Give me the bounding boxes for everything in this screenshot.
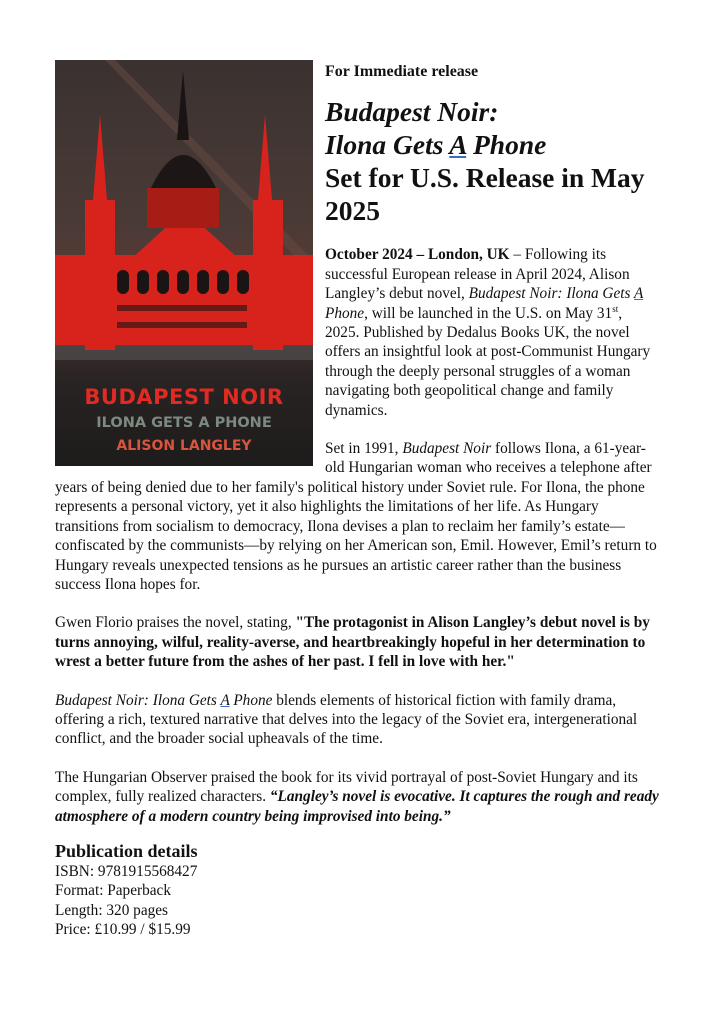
paragraph-synopsis: Set in 1991, Budapest Noir follows Ilona, a 61-year-old Hungarian woman who receives a telephone after years of being denied due to her family's political history under Soviet rule. For Ilona, the phone represents a personal victory, yet it also highlights the limitations of her life. As Hungary transitions from socialism to democracy, Ilona devises a plan to reclaim her family’s estate—confiscated by the communists—by relying on her American son, Emil. However, Emil’s return to Hungary reveals unexpected tensions as he pursues an artistic career rather than the business success Ilona hopes for. [55, 440, 657, 593]
title-book-line-2: Ilona Gets A Phone [325, 129, 547, 161]
paragraph-intro: October 2024 – London, UK – Following its successful European release in April 2024, Alison Langley’s debut novel, Budapest Noir: Ilona Gets A Phone, will be launched in the U.S. on May 31st, 2025. Published by Dedalus Books UK, the novel offers an insightful look at post-Communist Hungary through the deeply personal struggles of a woman navigating both geopolitical change and family dynamics. [325, 246, 651, 419]
details-heading: Publication details [55, 840, 198, 861]
format: Format: Paperback [55, 882, 171, 900]
release-kicker: For Immediate release [325, 63, 479, 80]
book-cover-image [55, 60, 313, 466]
cover-title: BUDAPEST NOIR [84, 385, 284, 409]
cover-subtitle: ILONA GETS A PHONE [96, 415, 272, 431]
quote-observer: “Langley’s novel is evocative. It captures the rough and ready atmosphere of a modern country being improvised into being.” [55, 788, 659, 825]
title-release-line: Set for U.S. Release in May 2025 [325, 162, 645, 227]
press-release [55, 58, 660, 940]
paragraph-praise-florio: Gwen Florio praises the novel, stating, "The protagonist in Alison Langley’s debut novel is by turns annoying, wilful, reality-averse, and heartbreakingly hopeful in her determination to wrest a better future from the ashes of her past. I fell in love with her." [55, 614, 650, 671]
paragraph-description: Budapest Noir: Ilona Gets A Phone blends elements of historical fiction with family drama, offering a rich, textured narrative that delves into the legacy of the Soviet era, intergenerational conflict, and the broader social upheavals of the time. [55, 691, 638, 748]
isbn: ISBN: 9781915568427 [55, 862, 198, 880]
quote-florio: "The protagonist in Alison Langley’s debut novel is by turns annoying, wilful, reality-averse, and heartbreakingly hopeful in her determination to wrest a better future from the ashes of her past. I fell in love with her." [55, 614, 650, 671]
dateline: October 2024 – London, UK [325, 246, 510, 264]
paragraph-praise-observer: The Hungarian Observer praised the book for its vivid portrayal of post-Soviet Hungary and its complex, fully realized characters. “Langley’s novel is evocative. It captures the rough and ready atmosphere of a modern country being improvised into being.” [55, 768, 659, 825]
length: Length: 320 pages [55, 901, 169, 919]
title-book-line-1: Budapest Noir: [325, 96, 499, 128]
cover-author: ALISON LANGLEY [116, 438, 252, 454]
price: Price: £10.99 / $15.99 [55, 921, 191, 939]
publication-details [55, 840, 660, 940]
